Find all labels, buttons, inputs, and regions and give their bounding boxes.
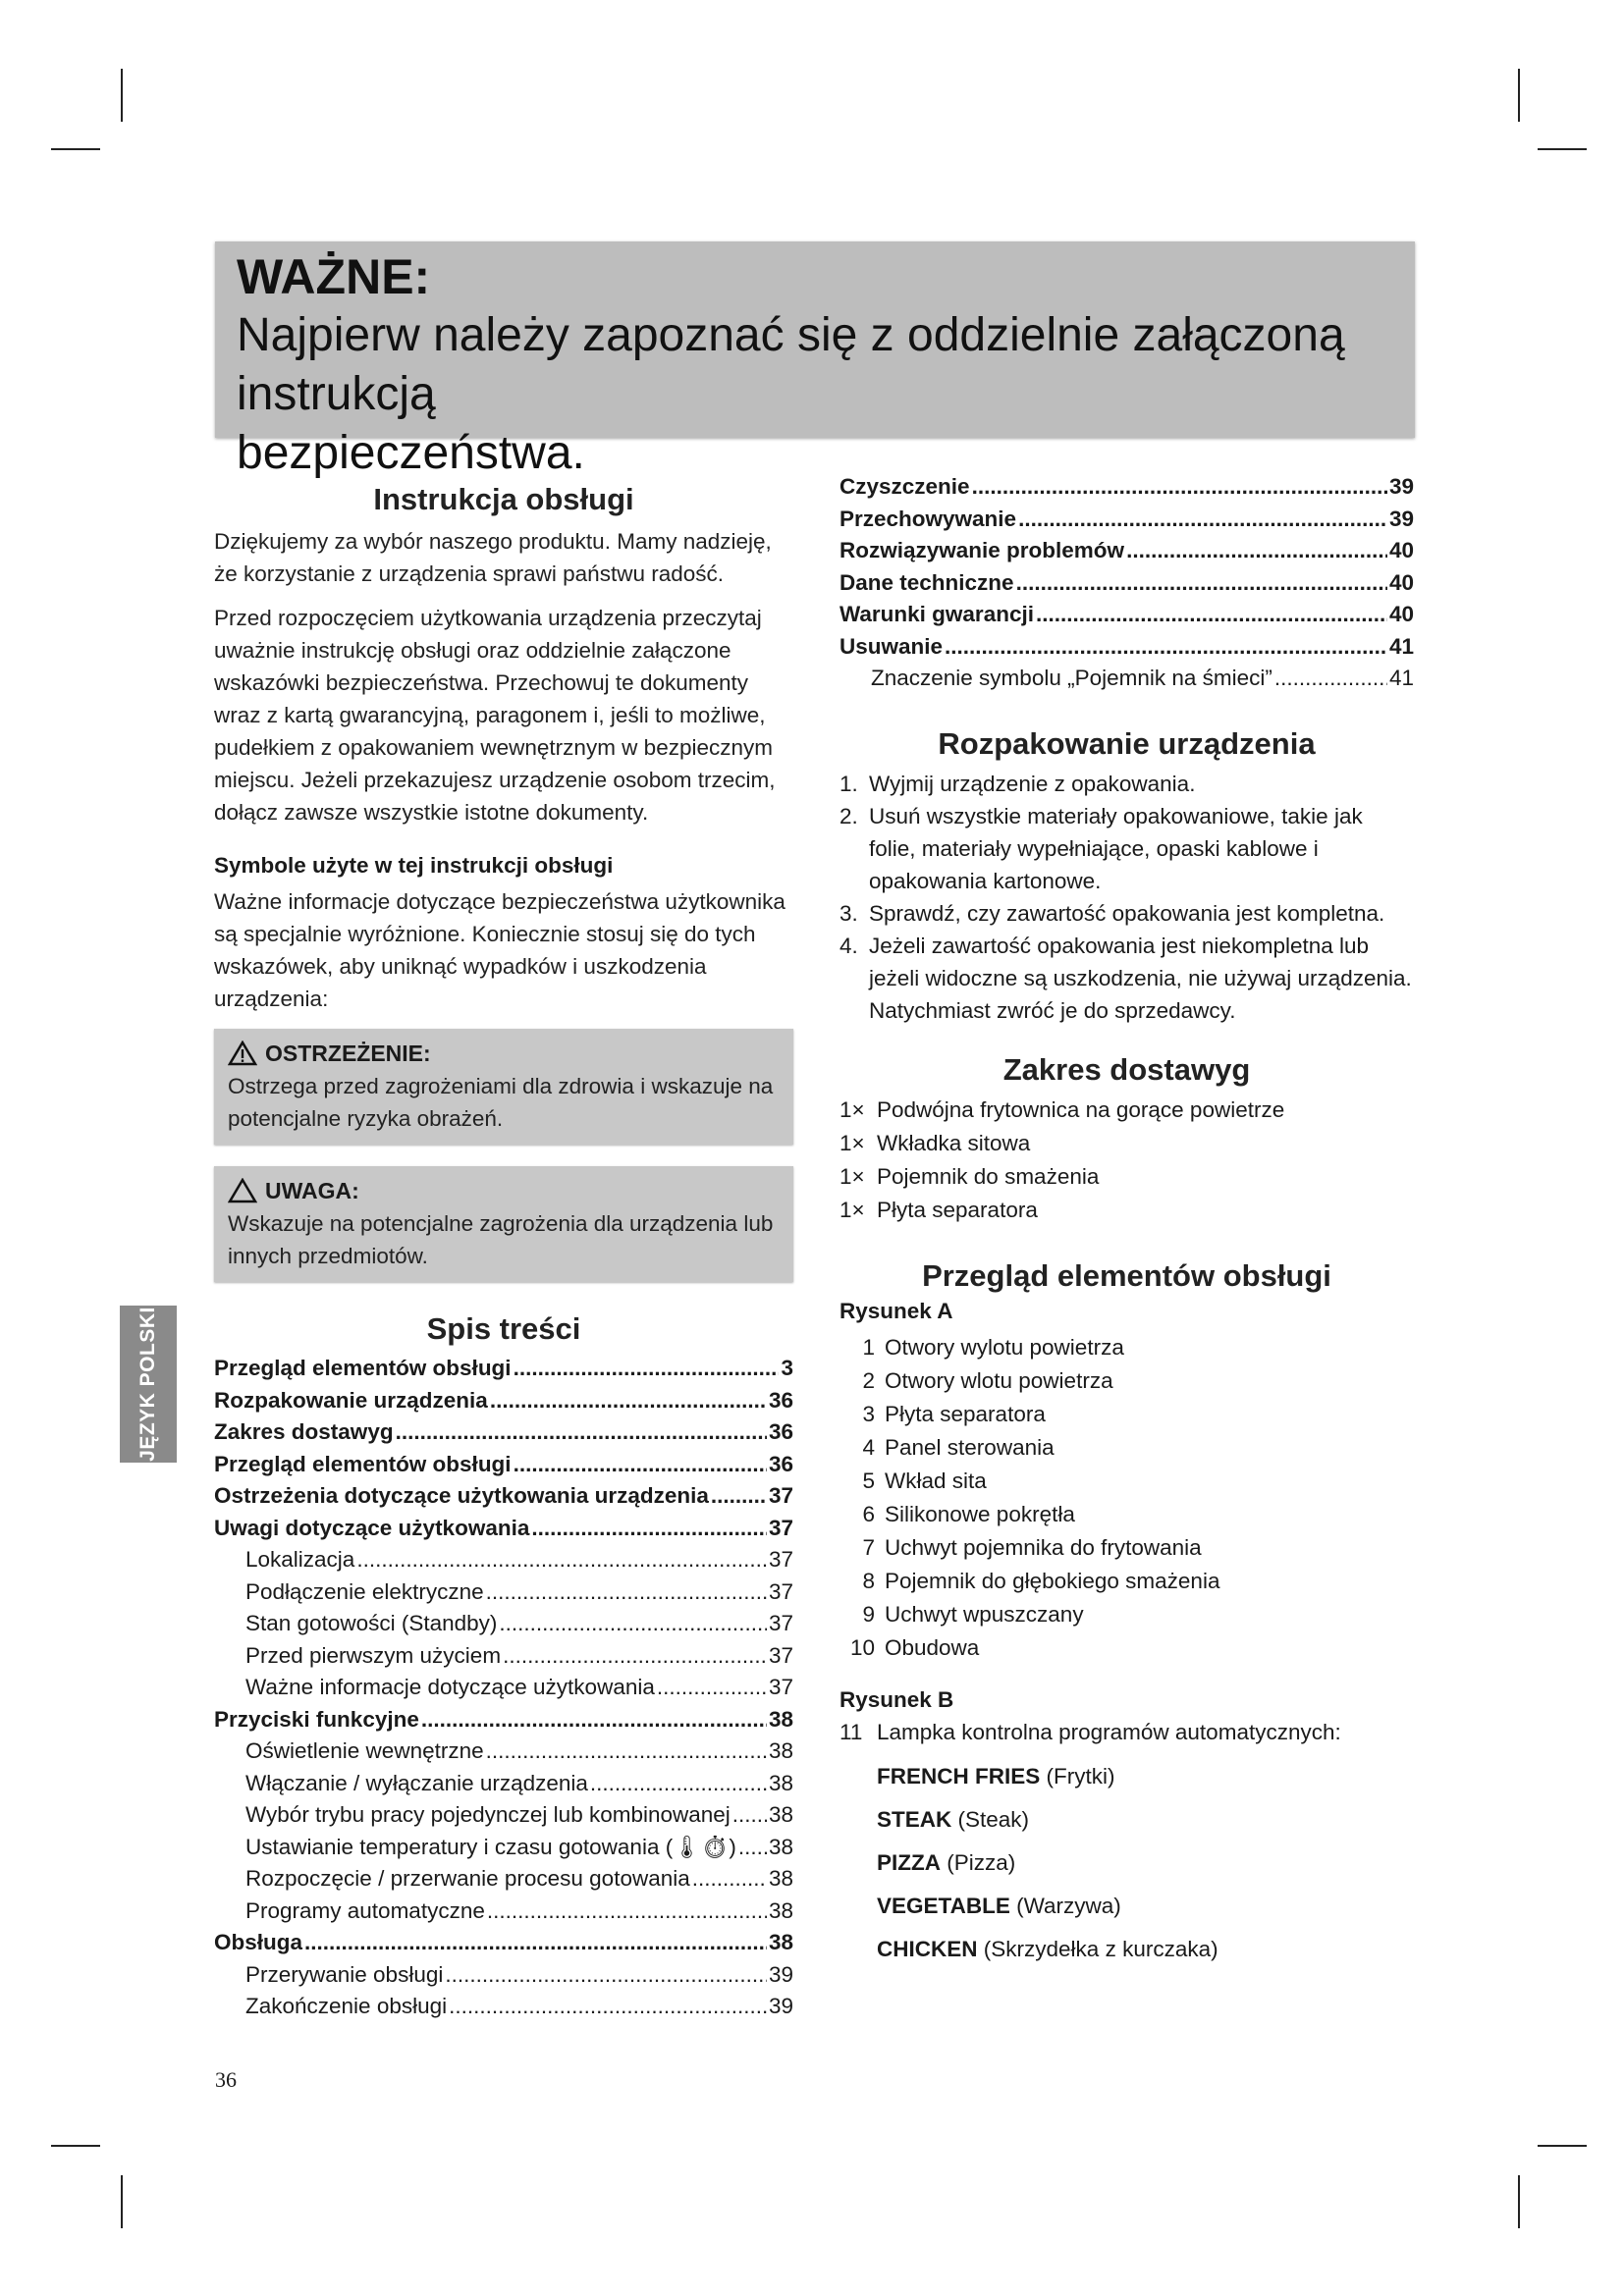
toc-entry-page: 38 [768,1897,793,1923]
banner-line2: bezpieczeństwa. [237,427,585,479]
toc-right [839,471,1414,695]
toc-entry-label: Dane techniczne [839,569,1014,595]
program-item [839,1928,1414,1971]
list-item [839,897,1414,930]
list-item [839,1331,1414,1364]
item-text: Obudowa [885,1634,980,1660]
item-text: Sprawdź, czy zawartość opakowania jest kompletna. [869,900,1385,926]
warning-title: OSTRZEŻENIE: [265,1041,431,1066]
toc-entry-label: Usuwanie [839,633,944,659]
toc-entry-label: Rozpakowanie urządzenia [214,1387,488,1413]
list-item [839,1160,1414,1194]
toc-entry [214,1704,793,1736]
toc-entry [839,504,1414,536]
item-text: Uchwyt pojemnika do frytowania [885,1534,1202,1560]
item-number: 8 [862,1568,875,1593]
toc-entry [214,1768,793,1800]
program-item [839,1798,1414,1842]
toc-leader-dots [490,1385,767,1417]
toc-entry-page: 41 [1388,633,1414,659]
toc-entry-label: Znaczenie symbolu „Pojemnik na śmieci” [871,666,1272,690]
list-item [839,1565,1414,1598]
toc-entry [839,631,1414,664]
program-name: PIZZA [877,1849,941,1875]
toc-entry-label: Przyciski funkcyjne [214,1706,419,1732]
toc-entry [839,599,1414,631]
delivery-title: Zakres dostawyg [1002,1051,1251,1087]
toc-entry [214,1353,793,1385]
list-item [839,1127,1414,1160]
program-description: (Warzywa) [1016,1893,1121,1918]
toc-leader-dots [1036,599,1387,631]
page-number: 36 [215,2067,237,2092]
toc-entry [214,1449,793,1481]
toc-leader-dots [486,1576,767,1609]
list-item [839,1531,1414,1565]
item-text: Wkładka sitowa [877,1130,1031,1155]
toc-entry-page: 37 [768,1483,793,1508]
toc-entry [214,1832,793,1864]
toc-entry [839,663,1414,695]
toc-leader-dots [1274,663,1387,695]
item-text: Panel sterowania [885,1434,1055,1460]
toc-entry-label: Przechowywanie [839,506,1017,531]
toc-entry-page: 38 [768,1834,793,1859]
language-tab [120,1306,177,1463]
item-number: 4 [862,1434,875,1460]
toc-entry-page: 37 [768,1611,793,1635]
language-tab-label: JĘZYK POLSKI [136,1307,160,1462]
caution-box [214,1166,793,1282]
toc-entry-page: 38 [768,1738,793,1763]
program-description: (Frytki) [1046,1763,1115,1789]
toc-entry [214,1799,793,1832]
toc-leader-dots [531,1513,767,1545]
toc-entry [214,1513,793,1545]
list-item [839,1498,1414,1531]
toc-entry [214,1640,793,1673]
toc-entry-page: 38 [768,1866,793,1891]
toc-leader-dots [514,1449,767,1481]
toc-entry-page: 40 [1388,569,1414,595]
toc-entry-label: Przegląd elementów obsługi [214,1451,512,1476]
toc-entry [214,1608,793,1640]
warning-box [214,1029,793,1145]
banner-heading: WAŻNE: [237,249,431,304]
symbols-text: Ważne informacje dotyczące bezpieczeństwa użytkownika są specjalnie wyróżnione. Koniecznie stosuj się do tych wskazówek, aby uniknąć wypadków i uszkodzenia urządzenia: [214,889,785,1011]
toc-entry [214,1416,793,1449]
warning-text: Ostrzega przed zagrożeniami dla zdrowia i wskazuje na potencjalne ryzyka obrażeń. [228,1074,774,1131]
item-text: Usuń wszystkie materiały opakowaniowe, takie jak folie, materiały wypełniające, opaski kablowe i opakowania kartonowe. [869,803,1363,893]
item-text: Wkład sita [885,1468,987,1493]
item-text: Otwory wylotu powietrza [885,1334,1124,1360]
toc-entry-page: 38 [768,1770,793,1795]
item-text: Uchwyt wpuszczany [885,1601,1084,1627]
list-item [839,1398,1414,1431]
toc-entry-label: Ustawianie temperatury i czasu gotowania (🌡⏱) [245,1834,736,1859]
program-description: (Steak) [957,1806,1030,1832]
toc-entry-page: 3 [781,1356,793,1380]
item-number: 6 [862,1501,875,1526]
toc-leader-dots [657,1672,767,1704]
list-item [839,1094,1414,1127]
figure-a-list [839,1331,1414,1665]
toc-leader-dots [449,1991,767,2023]
caution-triangle-icon [228,1178,257,1203]
item-number: 3. [839,900,858,926]
manual-instructions: Przed rozpoczęciem użytkowania urządzenia przeczytaj uważnie instrukcję obsługi oraz oddzielnie załączone wskazówki bezpieczeństwa. Przechowuj te dokumenty wraz z kartą gwarancyjną, paragonem i, jeśli to możliwe, pudełkiem z opakowaniem wewnętrznym w bezpiecznym miejscu. Jeżeli przekazujesz urządzenie osobom trzecim, dołącz zawsze wszystkie istotne dokumenty. [214,606,776,825]
toc-leader-dots [732,1799,767,1832]
item-number: 5 [862,1468,875,1493]
toc-entry [214,1672,793,1704]
toc-entry [214,1544,793,1576]
toc-entry [214,1385,793,1417]
toc-leader-dots [499,1608,767,1640]
unpack-list [839,768,1414,1027]
toc-leader-dots [1126,535,1387,567]
toc-leader-dots [738,1832,767,1864]
item-number: 9 [862,1601,875,1627]
figure-b-list [839,1716,1414,1749]
toc-leader-dots [711,1480,767,1513]
item-text: Otwory wlotu powietrza [885,1367,1113,1393]
toc-entry-label: Lokalizacja [245,1547,355,1572]
delivery-list [839,1094,1414,1227]
toc-entry [214,1991,793,2023]
program-list [839,1755,1414,1971]
toc-entry-label: Przed pierwszym użyciem [245,1642,502,1668]
toc-entry [839,535,1414,567]
toc-entry [214,1863,793,1896]
figure-a-label: Rysunek A [839,1298,953,1323]
item-number: 1 [862,1334,875,1360]
item-quantity: 1× [839,1197,865,1222]
list-item [839,1194,1414,1227]
toc-entry-page: 40 [1388,538,1414,562]
program-item [839,1842,1414,1885]
toc-leader-dots [590,1768,767,1800]
list-item [839,1716,1414,1749]
toc-entry-label: Zakończenie obsługi [245,1994,448,2018]
toc-entry-page: 39 [1388,506,1414,531]
toc-leader-dots [445,1959,767,1992]
item-text: Płyta separatora [877,1197,1038,1222]
crop-mark [51,148,100,150]
list-item [839,1598,1414,1631]
toc-entry-page: 37 [768,1642,793,1668]
toc-leader-dots [304,1927,767,1959]
toc-entry-page: 41 [1388,666,1414,690]
toc-leader-dots [356,1544,767,1576]
item-quantity: 1× [839,1096,865,1122]
item-text: Płyta separatora [885,1401,1046,1426]
list-item [839,1631,1414,1665]
caution-title: UWAGA: [265,1178,359,1203]
toc-entry [839,471,1414,504]
toc-entry-label: Programy automatyczne [245,1897,485,1923]
toc-entry-page: 36 [768,1387,793,1413]
item-number: 10 [849,1634,875,1660]
program-item [839,1755,1414,1798]
toc-entry-page: 38 [768,1802,793,1827]
toc-entry-page: 38 [768,1930,793,1954]
toc-leader-dots [487,1896,767,1928]
item-number: 2 [862,1367,875,1393]
toc-entry-page: 40 [1388,602,1414,626]
program-item [839,1885,1414,1928]
item-quantity: 1× [839,1163,865,1189]
list-item [839,930,1414,1027]
crop-mark [1518,2175,1520,2228]
toc-leader-dots [692,1863,767,1896]
right-column [839,471,1414,1971]
item-number: 1. [839,771,858,796]
toc-entry [214,1480,793,1513]
toc-entry-page: 37 [768,1547,793,1572]
toc-entry-label: Rozwiązywanie problemów [839,538,1125,562]
manual-title: Instrukcja obsługi [373,482,634,516]
toc-entry-label: Warunki gwarancji [839,602,1034,626]
crop-mark [1538,148,1587,150]
toc-leader-dots [1016,567,1387,600]
toc-leader-dots [486,1735,767,1768]
controls-title: Przegląd elementów obsługi [922,1257,1331,1293]
list-item [839,800,1414,897]
list-item [839,1465,1414,1498]
toc-entry-page: 39 [768,1994,793,2018]
crop-mark [121,69,123,122]
program-name: STEAK [877,1806,952,1832]
toc-entry-page: 39 [768,1961,793,1987]
toc-entry-label: Wybór trybu pracy pojedynczej lub kombinowanej [245,1802,731,1827]
left-column [214,471,793,2023]
toc-leader-dots [1018,504,1387,536]
important-banner [215,241,1415,479]
item-number: 3 [862,1401,875,1426]
toc-entry-label: Obsługa [214,1930,303,1954]
item-text: Pojemnik do smażenia [877,1163,1100,1189]
toc-entry [214,1927,793,1959]
crop-mark [51,2145,100,2147]
program-name: FRENCH FRIES [877,1763,1041,1789]
item-quantity: 1× [839,1130,865,1155]
toc-entry-label: Zakres dostawyg [214,1419,394,1444]
toc-entry-page: 39 [1388,474,1414,499]
crop-mark [121,2175,123,2228]
item-text: Pojemnik do głębokiego smażenia [885,1568,1220,1593]
toc-title: Spis treści [426,1311,581,1346]
toc-entry-page: 37 [768,1578,793,1604]
toc-leader-dots [421,1704,767,1736]
symbols-title: Symbole użyte w tej instrukcji obsługi [214,853,614,878]
toc-entry-label: Ostrzeżenia dotyczące użytkowania urządzenia [214,1483,709,1508]
toc-leader-dots [396,1416,767,1449]
warning-triangle-icon [228,1041,257,1066]
item-number: 7 [862,1534,875,1560]
item-number: 2. [839,803,858,828]
toc-entry-page: 36 [768,1451,793,1476]
item-number: 4. [839,933,858,958]
toc-left [214,1353,793,2023]
toc-entry-label: Stan gotowości (Standby) [245,1611,498,1635]
program-description: (Pizza) [947,1849,1016,1875]
toc-entry-page: 37 [768,1675,793,1699]
caution-text: Wskazuje na potencjalne zagrożenia dla urządzenia lub innych przedmiotów. [228,1211,774,1268]
toc-leader-dots [503,1640,767,1673]
item-text: Silikonowe pokrętła [885,1501,1075,1526]
list-item [839,1431,1414,1465]
list-item [839,768,1414,800]
toc-entry [214,1735,793,1768]
toc-entry-label: Włączanie / wyłączanie urządzenia [245,1770,588,1795]
toc-entry-page: 36 [768,1419,793,1444]
banner-line1: Najpierw należy zapoznać się z oddzielnie załączoną instrukcją [237,309,1345,420]
program-description: (Skrzydełka z kurczaka) [983,1936,1218,1961]
toc-entry [214,1896,793,1928]
figure-b-label: Rysunek B [839,1686,954,1712]
toc-entry-label: Czyszczenie [839,474,970,499]
list-item [839,1364,1414,1398]
unpack-title: Rozpakowanie urządzenia [938,725,1316,761]
toc-entry-page: 38 [768,1706,793,1732]
manual-intro: Dziękujemy za wybór naszego produktu. Mamy nadzieję, że korzystanie z urządzenia sprawi państwu radość. [214,529,772,586]
item-text: Jeżeli zawartość opakowania jest niekompletna lub jeżeli widoczne są uszkodzenia, nie używaj urządzenia. Natychmiast zwróć je do sprzedawcy. [869,933,1412,1023]
toc-entry-label: Uwagi dotyczące użytkowania [214,1515,530,1540]
program-name: VEGETABLE [877,1893,1010,1918]
toc-leader-dots [514,1353,780,1385]
item-text: Podwójna frytownica na gorące powietrze [877,1096,1285,1122]
toc-entry-label: Rozpoczęcie / przerwanie procesu gotowania [245,1866,690,1891]
toc-entry-page: 37 [768,1515,793,1540]
toc-leader-dots [972,471,1387,504]
item-text: Wyjmij urządzenie z opakowania. [869,771,1196,796]
item-number: 11 [839,1719,863,1744]
crop-mark [1538,2145,1587,2147]
toc-entry-label: Podłączenie elektryczne [245,1578,484,1604]
toc-entry-label: Przegląd elementów obsługi [214,1356,512,1380]
toc-entry [214,1576,793,1609]
program-name: CHICKEN [877,1936,978,1961]
toc-entry [839,567,1414,600]
toc-entry-label: Przerywanie obsługi [245,1961,444,1987]
toc-entry-label: Ważne informacje dotyczące użytkowania [245,1675,655,1699]
toc-entry [214,1959,793,1992]
crop-mark [1518,69,1520,122]
toc-leader-dots [945,631,1387,664]
item-text: Lampka kontrolna programów automatycznych: [877,1719,1341,1744]
toc-entry-label: Oświetlenie wewnętrzne [245,1738,484,1763]
